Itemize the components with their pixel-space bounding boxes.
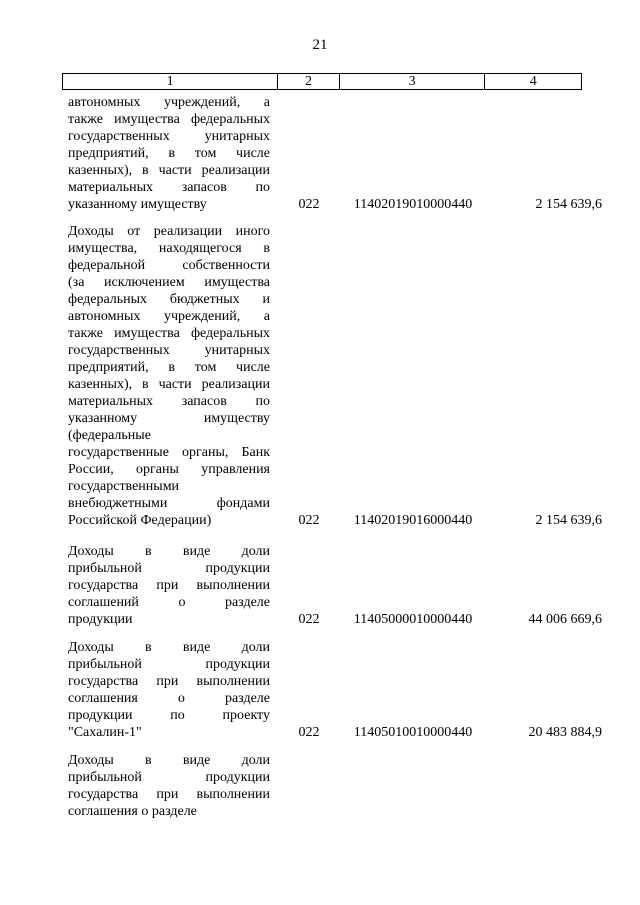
page-number: 21 <box>312 37 328 53</box>
description-line: указанному имуществу <box>68 411 270 426</box>
table-header <box>62 73 582 90</box>
description-line: федеральных бюджетных и <box>68 292 270 307</box>
description-line: Доходы в виде доли <box>68 544 270 559</box>
description-line: государства при выполнении <box>68 674 270 689</box>
description-line: казенных), в части реализации <box>68 163 270 178</box>
row-description <box>68 94 270 213</box>
description-line: соглашения о разделе <box>68 804 197 819</box>
row-code: 022 <box>298 513 320 528</box>
description-line: имущества, находящегося в <box>68 241 270 256</box>
description-line: Доходы в виде доли <box>68 753 270 768</box>
description-line: автономных учреждений, а <box>68 95 270 110</box>
description-line: Доходы от реализации иного <box>68 224 270 239</box>
description-line: прибыльной продукции <box>68 657 270 672</box>
description-line: государства при выполнении <box>68 787 270 802</box>
description-line: также имущества федеральных <box>68 326 270 341</box>
description-line: государственными <box>68 479 180 494</box>
row-amount: 2 154 639,6 <box>535 513 602 528</box>
description-line: России, органы управления <box>68 462 270 477</box>
column-header-4: 4 <box>529 74 537 89</box>
description-line: государственных унитарных <box>68 129 270 144</box>
description-line: предприятий, в том числе <box>68 360 270 375</box>
row-kbk: 11405010010000440 <box>353 725 473 740</box>
description-line: (за исключением имущества <box>68 275 270 290</box>
description-line: государства при выполнении <box>68 578 270 593</box>
description-line: указанному имуществу <box>68 197 207 212</box>
column-header-1: 1 <box>63 74 278 89</box>
row-description <box>68 223 270 529</box>
row-kbk: 11402019010000440 <box>353 197 473 212</box>
description-line: казенных), в части реализации <box>68 377 270 392</box>
description-line: федеральной собственности <box>68 258 270 273</box>
row-kbk: 11405000010000440 <box>353 612 473 627</box>
description-line: государственных унитарных <box>68 343 270 358</box>
description-line: Российской Федерации) <box>68 513 212 528</box>
description-line: соглашения о разделе <box>68 691 270 706</box>
row-code: 022 <box>298 612 320 627</box>
description-line: соглашений о разделе <box>68 595 270 610</box>
description-line: материальных запасов по <box>68 394 270 409</box>
description-line: предприятий, в том числе <box>68 146 270 161</box>
row-amount: 44 006 669,6 <box>528 612 602 627</box>
description-line: материальных запасов по <box>68 180 270 195</box>
row-description <box>68 752 270 820</box>
description-line: "Сахалин-1" <box>68 725 142 740</box>
description-line: прибыльной продукции <box>68 770 270 785</box>
description-line: (федеральные <box>68 428 151 443</box>
row-kbk: 11402019016000440 <box>353 513 473 528</box>
description-line: государственные органы, Банк <box>68 445 270 460</box>
column-header-3: 3 <box>340 74 485 89</box>
column-header-2: 2 <box>278 74 340 89</box>
row-description <box>68 543 270 628</box>
description-line: продукции по проекту <box>68 708 270 723</box>
row-code: 022 <box>298 197 320 212</box>
description-line: внебюджетными фондами <box>68 496 270 511</box>
description-line: автономных учреждений, а <box>68 309 270 324</box>
description-line: прибыльной продукции <box>68 561 270 576</box>
row-description <box>68 639 270 741</box>
row-amount: 2 154 639,6 <box>535 197 602 212</box>
description-line: продукции <box>68 612 133 627</box>
row-code: 022 <box>298 725 320 740</box>
description-line: Доходы в виде доли <box>68 640 270 655</box>
row-amount: 20 483 884,9 <box>528 725 602 740</box>
description-line: также имущества федеральных <box>68 112 270 127</box>
